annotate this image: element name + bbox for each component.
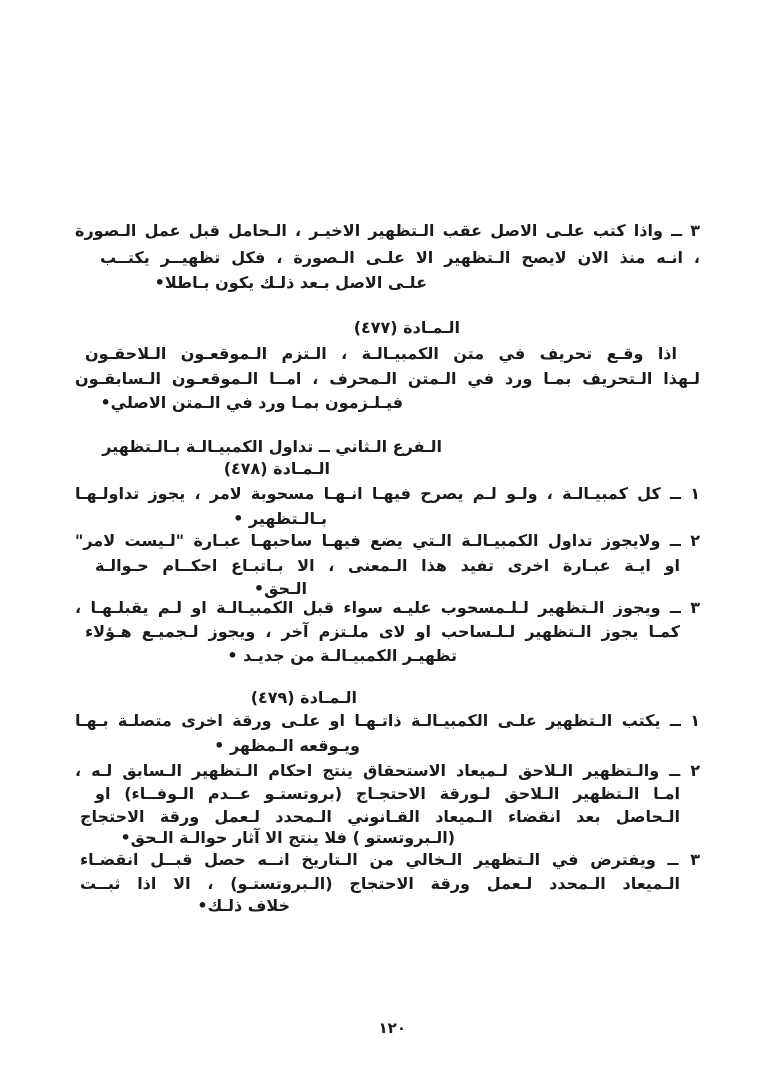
- article-479-item-2-line-1: ٢ ــ والـتظهير الـلاحق لـميعاد الاستحقاق ينتج احكام الـتظهير الـسابق لـه ،: [75, 761, 700, 780]
- article-477-line-3: فيـلـزمون بمـا ورد في الـمتن الاصلي•: [100, 393, 403, 412]
- article-479-item-1-line-2: ويـوقعه الـمظهر •: [214, 736, 360, 755]
- article-479-item-2-line-3: الـحاصل بعد انقضاء الـميعاد القـانوني الـمحدد لـعمل ورقة الاحتجاج: [80, 807, 680, 826]
- article-478-item-3-line-1: ٣ ــ ويجوز الـتظهير لـلـمسحوب عليـه سواء قبل الكمبيـالـة او لـم يقبلـهـا ،: [75, 598, 700, 617]
- article-477-line-2: لـهذا الـتحريف بمـا ورد في الـمتن الـمحرف ، امــا الـموقعـون الـسابقـون: [75, 369, 700, 388]
- article-477-heading: الـمـادة (٤٧٧): [353, 318, 460, 337]
- article-479-item-1-line-1: ١ ــ يكتب الـتظهير علـى الكمبيـالـة ذاتـهـا او علـى ورقة اخرى متصلـة بـهـا: [75, 711, 700, 730]
- prev-item-line-3: علـى الاصل بـعد ذلـك يكون بـاطلا•: [154, 273, 427, 292]
- branch-2-heading: الـفرع الـثاني ــ تداول الكمبيـالـة بـالـتظهير: [102, 437, 442, 456]
- article-478-heading: الـمـادة (٤٧٨): [223, 459, 330, 478]
- article-479-item-2-line-4: (الـبروتستو ) فلا ينتج الا آثار حوالـة الـحق•: [120, 828, 455, 847]
- prev-item-line-2: ، انـه منذ الان لايصح الـتظهير الا علـى الـصورة ، فكل تظهيــر يكتــب: [100, 248, 700, 267]
- article-479-heading: الـمـادة (٤٧٩): [250, 688, 357, 707]
- article-478-item-2-line-2: او ايـة عبـارة اخرى تفيد هذا الـمعنى ، الا بـاتبـاع احكــام حـوالـة: [95, 556, 680, 575]
- article-478-item-1-line-2: بـالـتظهير •: [233, 509, 327, 528]
- article-479-item-2-line-2: امـا الـتظهير الـلاحق لـورقة الاحتجـاج (بروتستـو عــدم الـوفــاء) او: [95, 784, 680, 803]
- article-478-item-2-line-3: الـحق•: [253, 579, 307, 598]
- article-478-item-3-line-3: تظهيـر الكمبيـالـة من جديـد •: [227, 646, 457, 665]
- article-478-item-2-line-1: ٢ ــ ولايجوز تداول الكمبيـالـة الـتي يضع فيهـا ساحبهـا عبـارة "لـيست لامر": [75, 531, 700, 550]
- article-479-item-3-line-3: خلاف ذلـك•: [197, 896, 290, 915]
- article-479-item-3-line-2: الـميعاد الـمحدد لـعمل ورقة الاحتجاج (الـبروتستـو) ، الا اذا ثبــت: [80, 874, 680, 893]
- page-number: ١٢٠: [378, 1019, 406, 1037]
- article-478-item-1-line-1: ١ ــ كل كمبيـالـة ، ولـو لـم يصرح فيهـا انـهـا مسحوبة لامر ، يجوز تداولـهـا: [75, 484, 700, 503]
- article-478-item-3-line-2: كمـا يجوز الـتظهير لـلـساحب او لاى ملـتزم آخر ، ويجوز لـجميـع هـؤلاء: [85, 622, 680, 641]
- article-477-line-1: اذا وقـع تحريف في متن الكمبيـالـة ، الـتزم الـموقعـون الـلاحقـون: [85, 344, 677, 363]
- prev-item-line-1: ٣ ــ واذا كتب علـى الاصل عقب الـتظهير الاخيـر ، الـحامل قبل عمل الـصورة: [75, 221, 700, 240]
- article-479-item-3-line-1: ٣ ــ ويفترض في الـتظهير الـخالي من الـتاريخ انــه حصل قبــل انقضـاء: [80, 850, 700, 869]
